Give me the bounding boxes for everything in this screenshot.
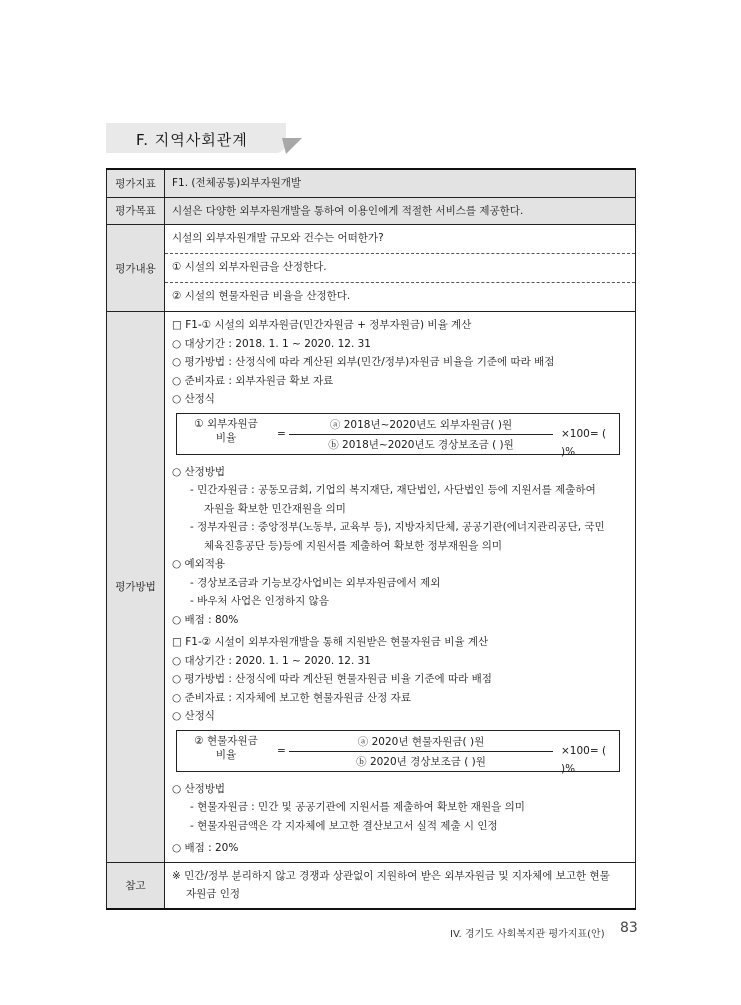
f1-1-exception-title: ○ 예외적용 — [172, 558, 226, 570]
formula-name-line-1: ① 외부자원금 — [194, 417, 258, 430]
f1-2-calc-line-2: - 현물자원금액은 각 지자체에 보고한 결산보고서 실적 제출 시 인정 — [190, 819, 498, 832]
f1-1-calc-line-3: - 정부자원금 : 중앙정부(노동부, 교육부 등), 지방자치단체, 공공기관(에너지관리공단, 국민 — [190, 521, 605, 533]
footer-text: IV. 경기도 사회복지관 평가지표(안) — [450, 929, 605, 940]
content-line-1: 시설의 외부자원개발 규모와 건수는 어떠한가? — [172, 232, 384, 244]
note-line-2: 자원금 인정 — [186, 888, 241, 900]
f1-1-period: ○ 대상기간 : 2018. 1. 1 ~ 2020. 12. 31 — [172, 337, 371, 350]
f1-1-calc-title: ○ 산정방법 — [172, 465, 226, 478]
formula-denominator: ⓑ 2018년~2020년도 경상보조금 ( )원 — [328, 438, 514, 451]
indicator-label: 평가지표 — [107, 169, 165, 197]
goal-label: 평가목표 — [107, 197, 165, 225]
section-tab — [106, 123, 286, 153]
formula-name-line-1: ② 현물자원금 — [194, 734, 258, 747]
f1-1-method: ○ 평가방법 : 산정식에 따라 계산된 외부(민간/정부)자원금 비율을 기준에 따라 배점 — [172, 356, 555, 368]
f1-1-exception-1: - 경상보조금과 기능보강사업비는 외부자원금에서 제외 — [190, 576, 441, 589]
formula-multiplier: ×100= ( )% — [561, 427, 607, 458]
f1-1-title: □ F1-① 시설의 외부자원금(민간자원금 + 정부자원금) 비율 계산 — [172, 319, 472, 331]
f1-2-score: ○ 배점 : 20% — [172, 842, 239, 854]
f1-2-materials: ○ 준비자료 : 지자체에 보고한 현물자원금 산정 자료 — [172, 691, 411, 704]
formula-name-line-2: 비율 — [215, 748, 237, 761]
f1-2-title: □ F1-② 시설이 외부자원개발을 통해 지원받은 현물자원금 비율 계산 — [172, 636, 489, 648]
formula-equals: = — [277, 744, 286, 757]
f1-2-formula-heading: ○ 산정식 — [172, 710, 215, 722]
f1-2-method: ○ 평가방법 : 산정식에 따라 계산된 현물자원금 비율 기준에 따라 배점 — [172, 673, 492, 685]
method-body — [165, 312, 635, 862]
f1-1-calc-line-1: - 민간자원금 : 공동모금회, 기업의 복지재단, 재단법인, 사단법인 등에 지원서를 제출하여 — [190, 484, 596, 496]
method-label: 평가방법 — [107, 312, 165, 863]
section-title: F. 지역사회관계 — [136, 131, 248, 149]
formula-denominator: ⓑ 2020년 경상보조금 ( )원 — [356, 755, 486, 768]
f1-1-exception-2: - 바우처 사업은 인정하지 않음 — [190, 595, 329, 607]
formula-name — [191, 417, 261, 445]
f1-1-materials: ○ 준비자료 : 외부자원금 확보 자료 — [172, 374, 334, 387]
formula-name-line-2: 비율 — [215, 431, 237, 444]
formula-equals: = — [277, 427, 286, 440]
note-label: 참고 — [107, 862, 165, 909]
content-line-3: ② 시설의 현물자원금 비율을 산정한다. — [165, 282, 635, 311]
formula-numerator: ⓐ 2018년~2020년도 외부자원금( )원 — [329, 418, 513, 431]
page-number: 83 — [620, 920, 638, 936]
f1-1-calc-line-4: 체육진흥공단 등)등에 지원서를 제출하여 확보한 정부재원을 의미 — [204, 539, 502, 552]
fraction-bar — [289, 434, 553, 435]
formula-multiplier: ×100= ( )% — [561, 744, 607, 775]
content-label: 평가내용 — [107, 225, 165, 312]
note-line-1: ※ 민간/정부 분리하지 않고 경쟁과 상관없이 지원하여 받은 외부자원금 및 지자체에 보고한 현물 — [172, 869, 610, 882]
f1-1-calc-line-2: 자원을 확보한 민간재원을 의미 — [204, 502, 346, 515]
indicator-text: F1. (전체공통)외부자원개발 — [172, 177, 302, 189]
content-line-2: ① 시설의 외부자원금을 산정한다. — [165, 253, 635, 282]
f1-1-score: ○ 배점 : 80% — [172, 613, 239, 626]
fraction-bar — [289, 751, 553, 752]
f1-2-formula — [176, 730, 620, 775]
tab-fold-icon — [282, 138, 302, 156]
goal-text: 시설은 다양한 외부자원개발을 통하여 이용인에게 적절한 서비스를 제공한다. — [172, 204, 524, 217]
note-text — [165, 863, 635, 908]
f1-1-formula-heading: ○ 산정식 — [172, 393, 215, 405]
formula-name — [191, 734, 261, 762]
f1-2-period: ○ 대상기간 : 2020. 1. 1 ~ 2020. 12. 31 — [172, 654, 371, 667]
f1-2-calc-line-1: - 현물자원금 : 민간 및 공공기관에 지원서를 제출하여 확보한 재원을 의미 — [190, 801, 525, 813]
f1-1-formula — [176, 413, 620, 458]
evaluation-table — [106, 168, 636, 910]
f1-2-calc-title: ○ 산정방법 — [172, 782, 226, 795]
formula-numerator: ⓐ 2020년 현물자원금( )원 — [357, 735, 485, 748]
